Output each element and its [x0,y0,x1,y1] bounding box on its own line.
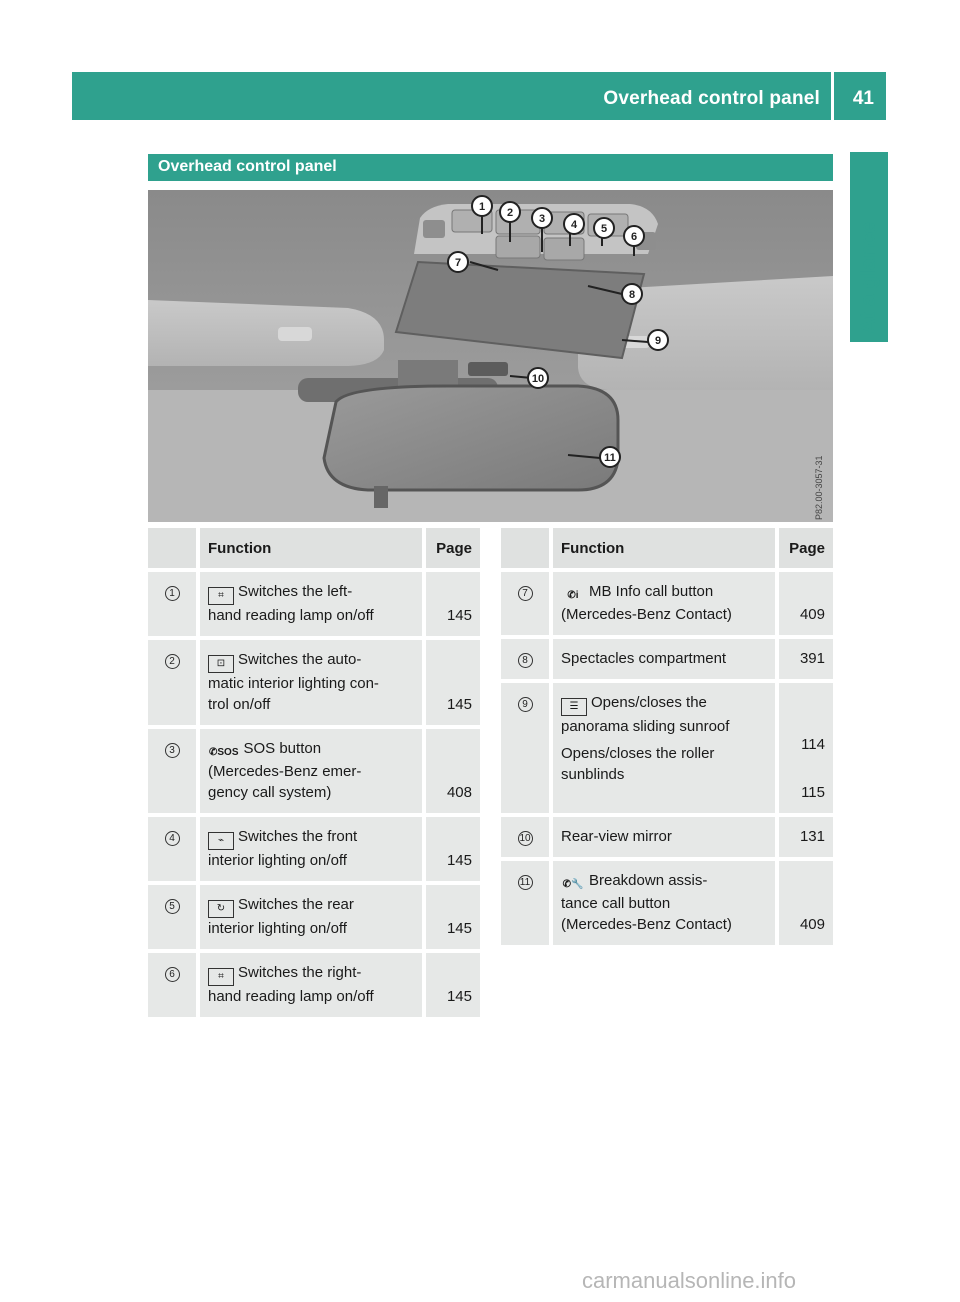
function-text: gency call system) [208,784,332,801]
function-text: matic interior lighting con- [208,675,379,692]
sunroof-icon: ☰ [561,698,587,716]
page-ref[interactable]: 145 [426,572,480,640]
sos-icon: ✆SOS [209,747,239,758]
callout-4: 4 [570,219,578,231]
function-table-left [148,528,480,1021]
function-text: Switches the right- [238,964,362,981]
row-number: 5 [165,899,180,914]
col-function-header: Function [200,528,426,572]
table-row [148,729,480,817]
table-row [148,572,480,640]
row-number: 11 [518,875,533,890]
left-sun-visor [148,300,384,366]
col-function-header: Function [553,528,779,572]
row-number: 9 [518,697,533,712]
table-row [501,639,833,683]
function-text: hand reading lamp on/off [208,607,374,624]
reading-lamp-icon: ⌗ [208,587,234,605]
table-row [501,817,833,861]
watermark: carmanualsonline.info [582,1268,797,1293]
function-text: Opens/closes the roller [561,745,715,762]
function-text: trol on/off [208,696,271,713]
image-code: P82.00-3057-31 [814,455,824,520]
sunroof-switch [468,362,508,376]
front-light-icon: ⌁ [208,832,234,850]
callout-9: 9 [654,335,662,347]
page-ref[interactable]: 145 [426,885,480,953]
page-ref[interactable]: 145 [426,953,480,1021]
row-number: 8 [518,653,533,668]
function-text: panorama sliding sunroof [561,718,730,735]
function-text: hand reading lamp on/off [208,988,374,1005]
table-row [148,817,480,885]
page-ref[interactable]: 114 [801,736,825,753]
callout-2: 2 [506,207,514,219]
reading-lamp-icon: ⌗ [208,968,234,986]
auto-light-icon: ⊡ [208,655,234,673]
section-bar [148,154,833,181]
page-ref[interactable]: 409 [779,861,833,949]
breakdown-call-icon: ✆🔧 [562,879,584,890]
function-text: Switches the front [238,828,358,845]
function-text: MB Info call button [589,583,714,600]
function-text: Spectacles compartment [553,639,779,683]
row-number: 3 [165,743,180,758]
rear-view-mirror [324,386,618,490]
function-text: (Mercedes-Benz Contact) [561,916,732,933]
rear-light-icon: ↻ [208,900,234,918]
function-text: interior lighting on/off [208,920,347,937]
callout-8: 8 [628,289,636,301]
header-title: Overhead control panel [603,88,820,109]
callout-5: 5 [600,223,608,235]
table-row [148,640,480,729]
page-ref[interactable]: 408 [426,729,480,817]
function-text: SOS button [243,740,322,757]
function-text: Switches the auto- [238,651,362,668]
page-ref[interactable]: 131 [779,817,833,861]
page-ref[interactable]: 409 [779,572,833,639]
function-text: Breakdown assis- [589,872,708,889]
function-text: Switches the rear [238,896,354,913]
callout-10: 10 [531,373,545,385]
function-text: interior lighting on/off [208,852,347,869]
info-call-icon: ✆i [567,590,579,601]
function-text: (Mercedes-Benz Contact) [561,606,732,623]
section-title: Overhead control panel [158,158,337,175]
col-num-header [501,528,553,572]
function-text: Opens/closes the [591,694,707,711]
page-ref[interactable]: 145 [426,640,480,729]
row-number: 10 [519,833,531,844]
function-text: tance call button [561,895,671,912]
callout-3: 3 [538,213,546,225]
overhead-panel-photo [148,190,833,522]
callout-1: 1 [478,201,486,213]
callout-6: 6 [630,231,638,243]
header-divider [831,72,834,120]
callout-7: 7 [454,257,462,269]
header-bar [72,72,886,120]
table-row [501,683,833,817]
table-row [501,861,833,949]
table-row [148,953,480,1021]
function-table-right [501,528,833,949]
function-text: (Mercedes-Benz emer- [208,763,362,780]
table-row [501,572,833,639]
function-text: Rear-view mirror [553,817,779,861]
page-ref[interactable]: 115 [801,784,825,801]
side-tab-label: At a glance [857,221,880,334]
col-page-header: Page [779,528,833,572]
page-ref[interactable]: 145 [426,817,480,885]
row-number: 4 [165,831,180,846]
callout-11: 11 [604,452,616,464]
row-number: 2 [165,654,180,669]
row-number: 1 [165,586,180,601]
row-number: 7 [518,586,533,601]
col-num-header [148,528,200,572]
col-page-header: Page [426,528,480,572]
table-row [148,885,480,953]
function-text: sunblinds [561,766,625,783]
page-ref[interactable]: 391 [779,639,833,683]
page-number: 41 [852,88,874,109]
function-text: Switches the left- [238,583,353,600]
row-number: 6 [165,967,180,982]
